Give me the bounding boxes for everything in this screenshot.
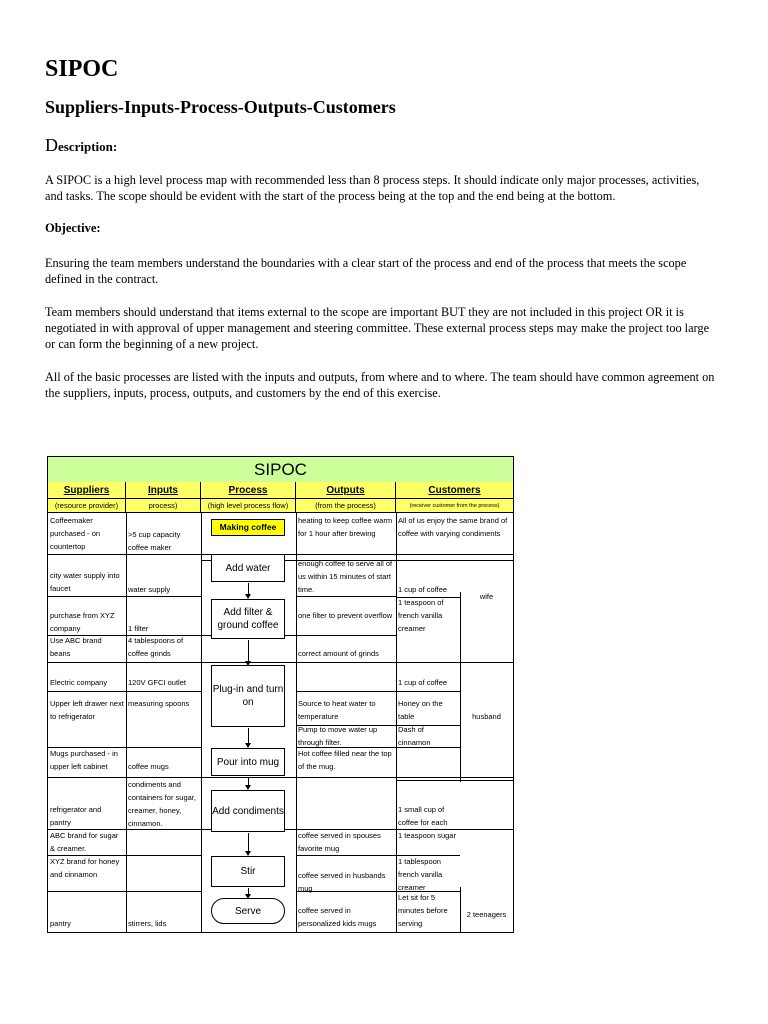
process-step-making-coffee: Making coffee [211, 519, 285, 536]
customer-cell: Honey on the table [398, 699, 443, 721]
output-cell: heating to keep coffee warm for 1 hour after brewing [298, 516, 393, 538]
column-divider [201, 513, 202, 932]
row-divider [296, 691, 460, 692]
objective-paragraph-1: Ensuring the team members understand the boundaries with a clear start of the process and end of the process that meets the scope defined in the contract. [45, 256, 687, 286]
subheader-customers: (receiver customer from the process) [396, 499, 513, 513]
flow-arrow [248, 888, 249, 896]
input-cell: condiments and containers for sugar, creamer, honey, cinnamon. [128, 780, 196, 828]
customer-cell: 1 cup of coffee [398, 585, 448, 594]
subheader-process: (high level process flow) [201, 499, 296, 513]
flow-arrow [248, 640, 249, 663]
header-outputs: Outputs [296, 482, 396, 499]
row-divider [396, 780, 513, 781]
customer-group-husband: husband [472, 712, 501, 721]
page-subtitle: Suppliers-Inputs-Process-Outputs-Customers [45, 97, 396, 117]
flow-arrow [248, 833, 249, 853]
input-cell: coffee mugs [128, 762, 169, 771]
row-divider [48, 691, 201, 692]
customer-cell: 1 tablespoon french vanilla creamer [398, 857, 443, 892]
header-process: Process [201, 482, 296, 499]
output-cell: enough coffee to serve all of us within 15 minutes of start time. [298, 559, 393, 594]
output-cell: Hot coffee filled near the top of the mug. [298, 749, 392, 771]
process-step-stir: Stir [211, 856, 285, 887]
supplier-cell: XYZ brand for honey and cinnamon [50, 857, 120, 879]
customer-cell: 1 small cup of coffee for each [398, 805, 448, 827]
process-step-serve: Serve [211, 898, 285, 924]
input-cell: stirrers, lids [128, 919, 167, 928]
supplier-cell: Mugs purchased - in upper left cabinet [50, 749, 118, 771]
input-cell: 120V GFCI outlet [128, 678, 186, 687]
objective-heading: Objective: [45, 221, 101, 235]
process-step-add-condiments: Add condiments [211, 790, 285, 832]
customer-cell: 1 cup of coffee [398, 678, 448, 687]
row-divider [48, 662, 201, 663]
input-cell: water supply [128, 585, 171, 594]
input-cell: >5 cup capacity coffee maker [128, 530, 181, 552]
header-inputs: Inputs [126, 482, 201, 499]
sipoc-diagram [47, 456, 514, 933]
process-step-pour: Pour into mug [211, 748, 285, 776]
flow-arrow [248, 728, 249, 745]
row-divider [296, 635, 396, 636]
row-divider [48, 596, 201, 597]
row-divider [296, 662, 513, 663]
input-cell: measuring spoons [128, 699, 190, 708]
output-cell: Source to heat water to temperature [298, 699, 376, 721]
subheader-suppliers: (resource provider) [48, 499, 126, 513]
customer-cell: All of us enjoy the same brand of coffee with varying condiments [398, 516, 508, 538]
row-divider [296, 777, 513, 778]
description-heading [45, 135, 117, 156]
supplier-cell: pantry [50, 919, 71, 928]
header-customers: Customers [396, 482, 513, 499]
customer-cell: 1 teaspoon of french vanilla creamer [398, 598, 444, 633]
description-paragraph: A SIPOC is a high level process map with recommended less than 8 process steps. It should indicate only major processes, activities, and tasks. The scope should be evident with the start of the process being at the top and the end being at the bottom. [45, 173, 700, 203]
supplier-cell: Use ABC brand beans [50, 636, 102, 658]
customer-cell: 1 teaspoon sugar [398, 831, 456, 840]
output-cell: coffee served in spouses favorite mug [298, 831, 381, 853]
customer-group-teenagers: 2 teenagers [466, 910, 507, 919]
column-divider [460, 592, 461, 782]
supplier-cell: city water supply into faucet [50, 571, 120, 593]
sipoc-title: SIPOC [48, 457, 513, 483]
flow-arrow [248, 583, 249, 596]
supplier-cell: Upper left drawer next to refrigerator [50, 699, 124, 721]
subheader-inputs: process) [126, 499, 201, 513]
process-step-add-filter: Add filter & ground coffee [211, 599, 285, 639]
customer-cell: Dash of cinnamon [398, 725, 431, 747]
output-cell: one filter to prevent overflow [298, 611, 393, 620]
supplier-cell: Electric company [50, 678, 108, 687]
description-heading-rest: escription: [58, 139, 118, 154]
process-step-plug-in: Plug-in and turn on [211, 665, 285, 727]
page-title: SIPOC [45, 56, 119, 82]
input-cell: 4 tablespoons of coffee grinds [128, 636, 184, 658]
input-cell: 1 filter [128, 624, 149, 633]
row-divider [48, 554, 201, 555]
column-divider [126, 513, 127, 932]
customer-cell: Let sit for 5 minutes before serving [398, 893, 448, 928]
row-divider [296, 554, 513, 555]
subheader-outputs: (from the process) [296, 499, 396, 513]
row-divider [48, 891, 201, 892]
supplier-cell: Coffeemaker purchased - on countertop [50, 516, 101, 551]
output-cell: coffee served in husbands mug [298, 871, 386, 893]
objective-paragraph-2: Team members should understand that items external to the scope are important BUT they are not included in this project OR it is negotiated in with approval of upper management and steering committee. These external process steps may make the project too large or can form the beginning of a new project. [45, 305, 710, 351]
output-cell: coffee served in personalized kids mugs [298, 906, 377, 928]
output-cell: correct amount of grinds [298, 649, 379, 658]
supplier-cell: ABC brand for sugar & creamer. [50, 831, 119, 853]
description-heading-initial: D [45, 135, 58, 155]
output-cell: Pump to move water up through filter. [298, 725, 378, 747]
supplier-cell: purchase from XYZ company [50, 611, 115, 633]
supplier-cell: refrigerator and pantry [50, 805, 102, 827]
flow-arrow [248, 777, 249, 787]
header-suppliers: Suppliers [48, 482, 126, 499]
customer-group-wife: wife [479, 592, 494, 601]
process-step-add-water: Add water [211, 554, 285, 582]
objective-paragraph-3: All of the basic processes are listed with the inputs and outputs, from where and to where. The team should have common agreement on the suppliers, inputs, process, outputs, and customers by the end of this exercise. [45, 370, 715, 400]
row-divider [296, 596, 396, 597]
